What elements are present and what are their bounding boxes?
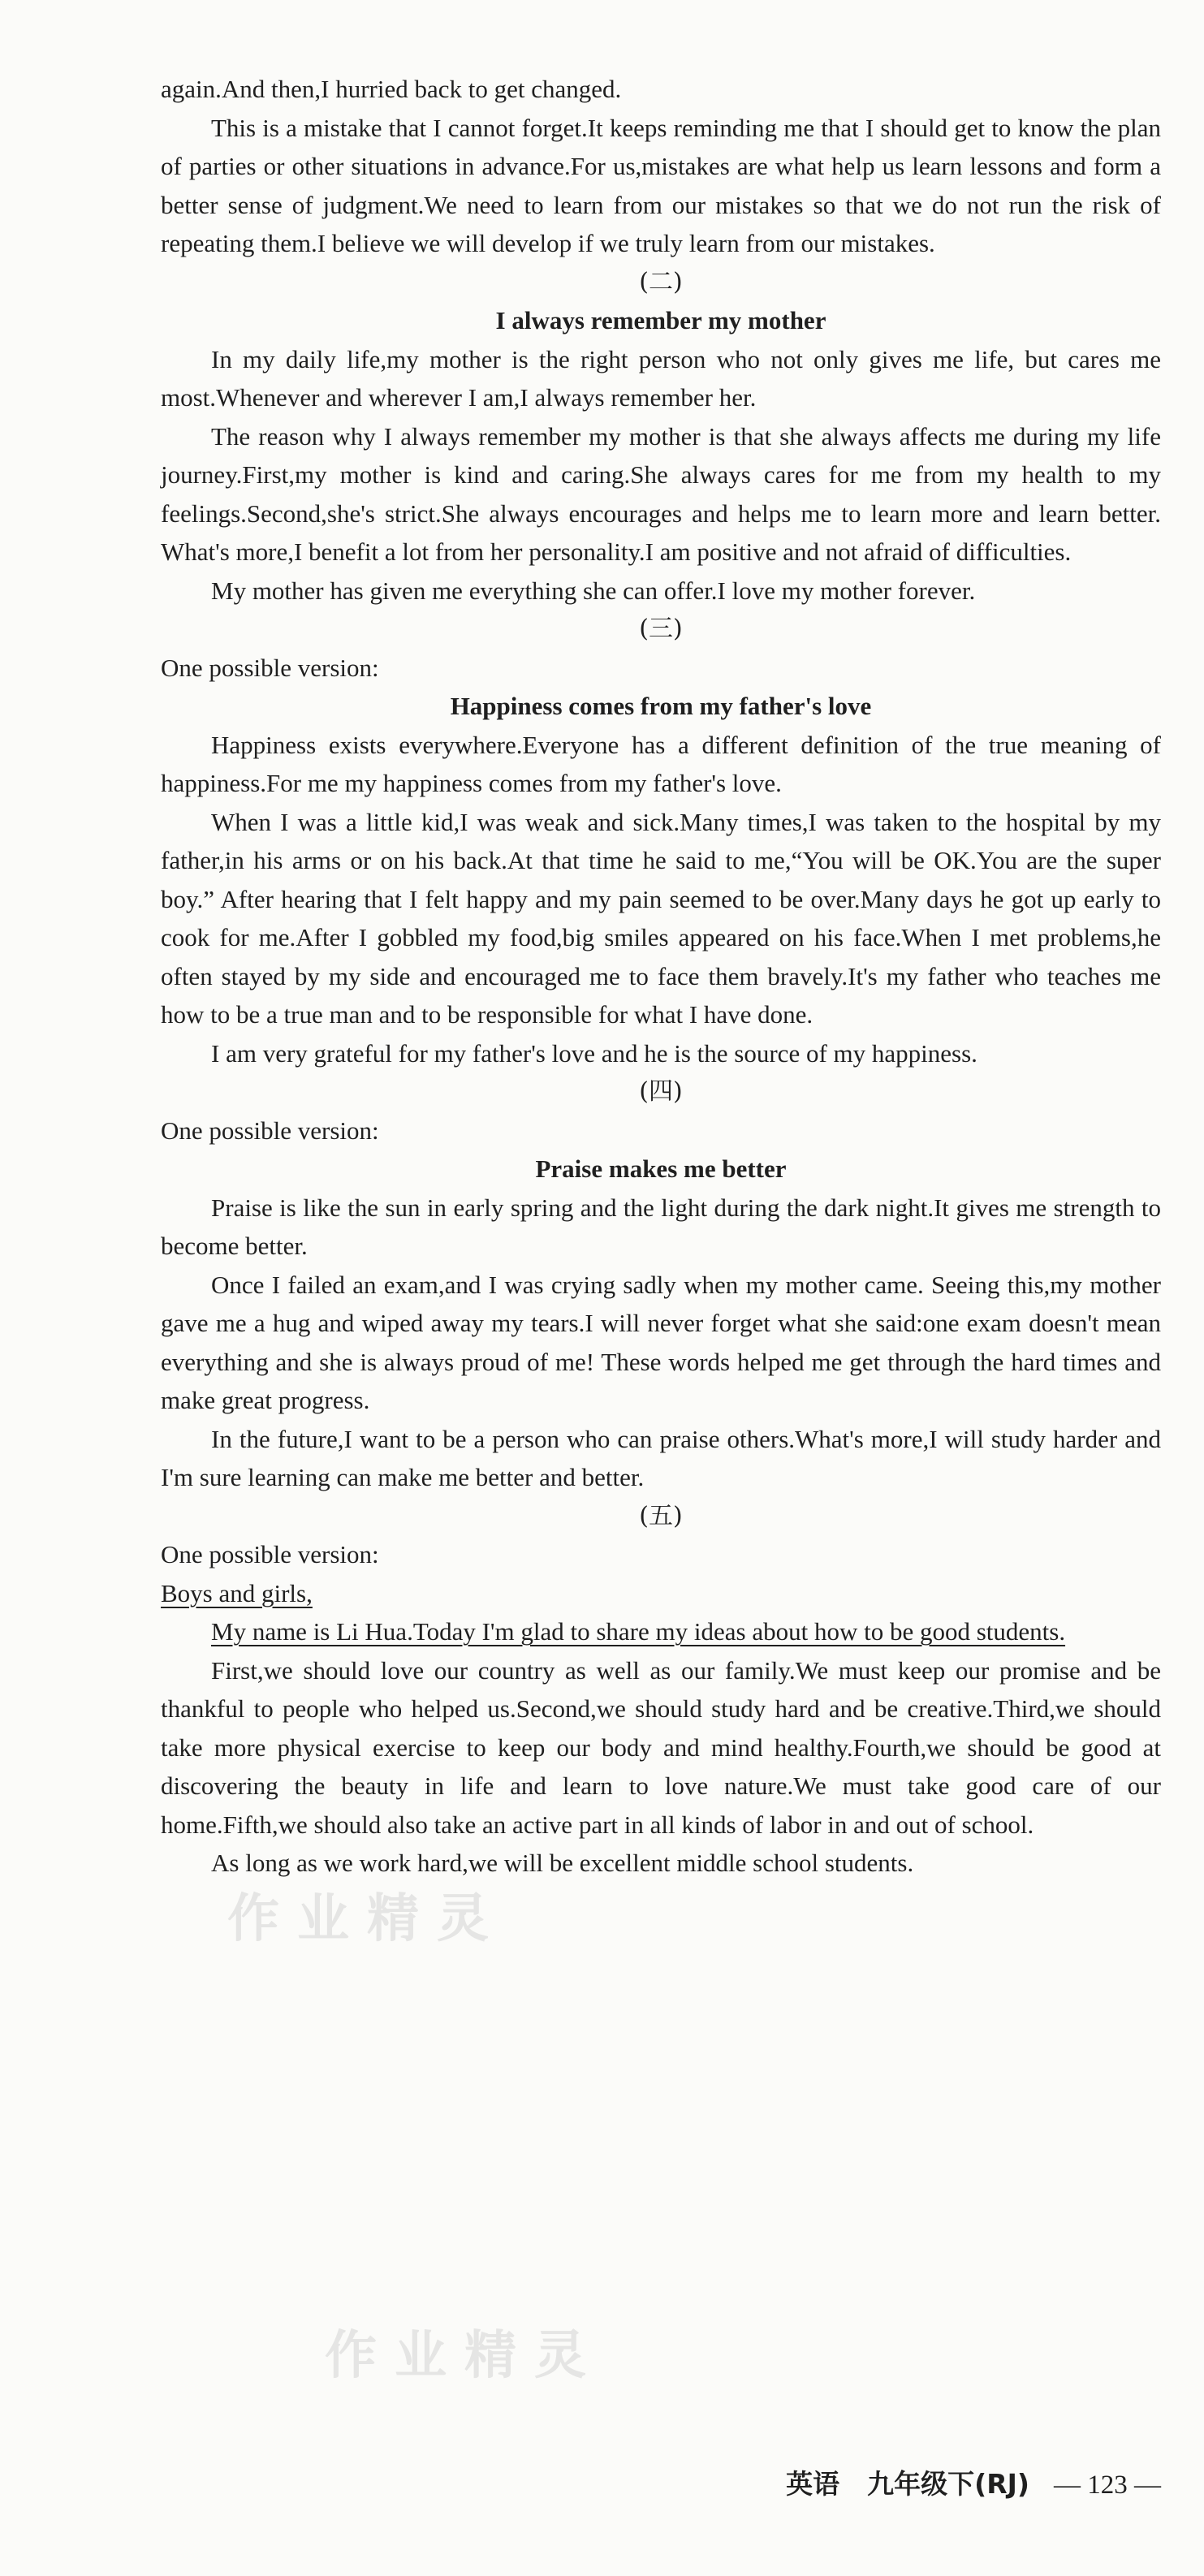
section-4-paragraph-2: Once I failed an exam,and I was crying sadly when my mother came. Seeing this,my mother gave me a hug and wiped away my tears.I will never forget what she said:one exam doesn't mean everything and she is always proud of me! These words helped me get through the hard times and make great progress. [161,1270,1161,1414]
section-2-paragraph-1: In my daily life,my mother is the right person who not only gives me life, but cares me most.Whenever and wherever I am,I always remember her. [161,344,1161,412]
section-2-title: I always remember my mother [495,306,826,334]
page-footer [0,2466,1161,2503]
section-4-paragraph-3: In the future,I want to be a person who can praise others.What's more,I will study harder and I'm sure learning can make me better and better. [161,1424,1161,1491]
watermark-top: 作业精灵 [227,1888,507,1949]
section-4-lead: One possible version: [161,1115,379,1145]
section-2-number: (二) [639,267,683,296]
answer-text-page [161,70,1161,1883]
section-5-intro [161,1612,1161,1651]
section-3-paragraph-1: Happiness exists everywhere.Everyone has a different definition of the true meaning of happiness.For me my happiness comes from my father's love. [161,730,1161,797]
section-3-title: Happiness comes from my father's love [450,692,872,720]
intro-paragraph-1: This is a mistake that I cannot forget.It keeps reminding me that I should get to know the plan of parties or other situations in advance.For us,mistakes are what help us learn lessons and form a better sense of judgment.We need to learn from our mistakes so that we do not run the risk of repeating them.I believe we will develop if we truly learn from our mistakes. [161,113,1161,257]
footer-page-number: — 123 — [1054,2470,1161,2500]
section-5-number: (五) [639,1501,683,1530]
section-3-lead: One possible version: [161,653,379,682]
section-3-paragraph-2: When I was a little kid,I was weak and sick.Many times,I was taken to the hospital by my father,in his arms or on his back.At that time he said to me,“You will be OK.You are the super boy.” After hearing that I felt happy and my pain seemed to be over.Many days he got up early to cook for me.After I gobbled my food,big smiles appeared on his face.When I met problems,he often stayed by my side and encouraged me to face them bravely.It's my father who teaches me how to be a true man and to be responsible for what I have done. [161,807,1161,1029]
section-4-paragraph-1: Praise is like the sun in early spring and the light during the dark night.It gives me strength to become better. [161,1193,1161,1260]
section-5-greeting-text: Boys and girls, [161,1578,313,1607]
section-3-number: (三) [639,615,683,643]
intro-paragraph-0: again.And then,I hurried back to get changed. [161,75,622,103]
section-5-greeting [161,1574,1161,1613]
section-3-paragraph-3: I am very grateful for my father's love and he is the source of my happiness. [211,1038,977,1068]
section-4-title: Praise makes me better [535,1154,787,1183]
footer-subject: 英语 [786,2468,840,2500]
section-4-number: (四) [639,1077,683,1106]
section-2-paragraph-3: My mother has given me everything she can offer.I love my mother forever. [211,576,976,605]
section-5-intro-text: My name is Li Hua.Today I'm glad to share my ideas about how to be good students. [211,1617,1066,1646]
footer-grade: 九年级下(RJ) [867,2468,1029,2500]
section-5-paragraph-1: First,we should love our country as well as our family.We must keep our promise and be thankful to people who helped us.Second,we should study hard and be creative.Third,we should take more physical exercise to keep our body and mind healthy.Fourth,we should be good at discovering the beauty in life and learn to love nature.We must take good care of our home.Fifth,we should also take an active part in all kinds of labor in and out of school. [161,1655,1161,1839]
section-2-paragraph-2: The reason why I always remember my mother is that she always affects me during my life journey.First,my mother is kind and caring.She always cares for me from my health to my feelings.Second,she's strict.She always encourages and helps me to learn more and learn better. What's more,I benefit a lot from her personality.I am positive and not afraid of difficulties. [161,421,1161,566]
section-5-paragraph-2: As long as we work hard,we will be excellent middle school students. [211,1849,914,1877]
watermark-bottom: 作业精灵 [325,2325,604,2386]
section-5-lead: One possible version: [161,1540,379,1568]
